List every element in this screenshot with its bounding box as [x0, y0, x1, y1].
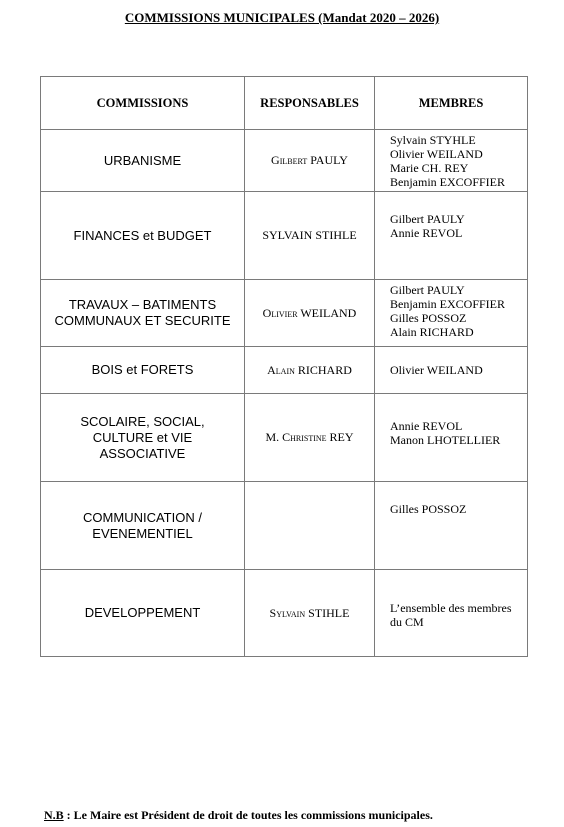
member-name: Benjamin EXCOFFIER — [390, 175, 506, 189]
header-commissions: COMMISSIONS — [41, 77, 245, 130]
commission-name: ASSOCIATIVE — [99, 445, 186, 461]
commission-name: COMMUNAUX ET SECURITE — [54, 313, 231, 328]
member-name: Gilbert PAULY — [390, 283, 465, 297]
table-row — [41, 570, 528, 657]
table-row — [41, 482, 528, 570]
membres-cell — [375, 280, 528, 347]
commission-name: DEVELOPPEMENT — [84, 605, 201, 620]
table-row — [41, 130, 528, 192]
table-row — [41, 280, 528, 347]
member-name: Gilbert PAULY — [390, 212, 465, 226]
commission-name: BOIS et FORETS — [91, 362, 194, 377]
commission-name: TRAVAUX – BATIMENTS — [68, 297, 217, 312]
header-responsables: RESPONSABLES — [245, 77, 375, 130]
member-name: Gilles POSSOZ — [390, 311, 467, 325]
footnote — [44, 808, 433, 823]
responsable-cell — [245, 130, 375, 192]
member-name: Olivier WEILAND — [390, 363, 483, 377]
commissions-table — [40, 76, 528, 657]
responsable-name: M. Christine REY — [265, 430, 354, 444]
commission-name: URBANISME — [103, 152, 182, 168]
header-membres: MEMBRES — [375, 77, 528, 130]
footnote-text: : Le Maire est Président de droit de toutes les commissions municipales. — [63, 808, 433, 822]
commission-cell — [41, 394, 245, 482]
commission-cell — [41, 347, 245, 394]
commission-cell — [41, 570, 245, 657]
responsable-name: Sylvain STIHLE — [269, 605, 350, 620]
member-name: L’ensemble des membres du CM — [390, 601, 512, 629]
commission-name: SCOLAIRE, SOCIAL, — [80, 413, 205, 429]
member-name: Marie CH. REY — [390, 161, 469, 175]
member-name: Annie REVOL — [390, 226, 463, 240]
member-name: Gilles POSSOZ — [390, 502, 467, 516]
responsable-cell — [245, 280, 375, 347]
commission-cell — [41, 280, 245, 347]
table-header-row — [41, 77, 528, 130]
commission-cell — [41, 482, 245, 570]
document-title: COMMISSIONS MUNICIPALES (Mandat 2020 – 2026) — [124, 10, 440, 25]
membres-cell — [375, 570, 528, 657]
table-row — [41, 347, 528, 394]
membres-cell — [375, 192, 528, 280]
table-row — [41, 192, 528, 280]
responsable-name: SYLVAIN STIHLE — [262, 228, 357, 242]
responsable-cell — [245, 394, 375, 482]
responsable-name: Gilbert PAULY — [271, 153, 348, 167]
member-name: Sylvain STYHLE — [390, 133, 476, 147]
responsable-cell — [245, 192, 375, 280]
member-name: Annie REVOL — [390, 419, 463, 433]
member-name: Olivier WEILAND — [390, 147, 483, 161]
commission-name: FINANCES et BUDGET — [73, 227, 212, 243]
commission-name: COMMUNICATION / — [83, 509, 202, 525]
responsable-cell — [245, 570, 375, 657]
table-row — [41, 394, 528, 482]
member-name: Benjamin EXCOFFIER — [390, 297, 506, 311]
responsable-name: Alain RICHARD — [267, 362, 352, 377]
commission-name: EVENEMENTIEL — [92, 525, 193, 541]
responsable-cell — [245, 482, 375, 570]
commission-cell — [41, 130, 245, 192]
commission-name: CULTURE et VIE — [92, 429, 193, 445]
membres-cell — [375, 482, 528, 570]
footnote-label: N.B — [44, 808, 64, 822]
membres-cell — [375, 394, 528, 482]
member-name: Manon LHOTELLIER — [390, 433, 501, 447]
member-name: Alain RICHARD — [390, 325, 474, 339]
responsable-name: Olivier WEILAND — [262, 305, 357, 320]
membres-cell — [375, 130, 528, 192]
responsable-cell — [245, 347, 375, 394]
membres-cell — [375, 347, 528, 394]
commission-cell — [41, 192, 245, 280]
